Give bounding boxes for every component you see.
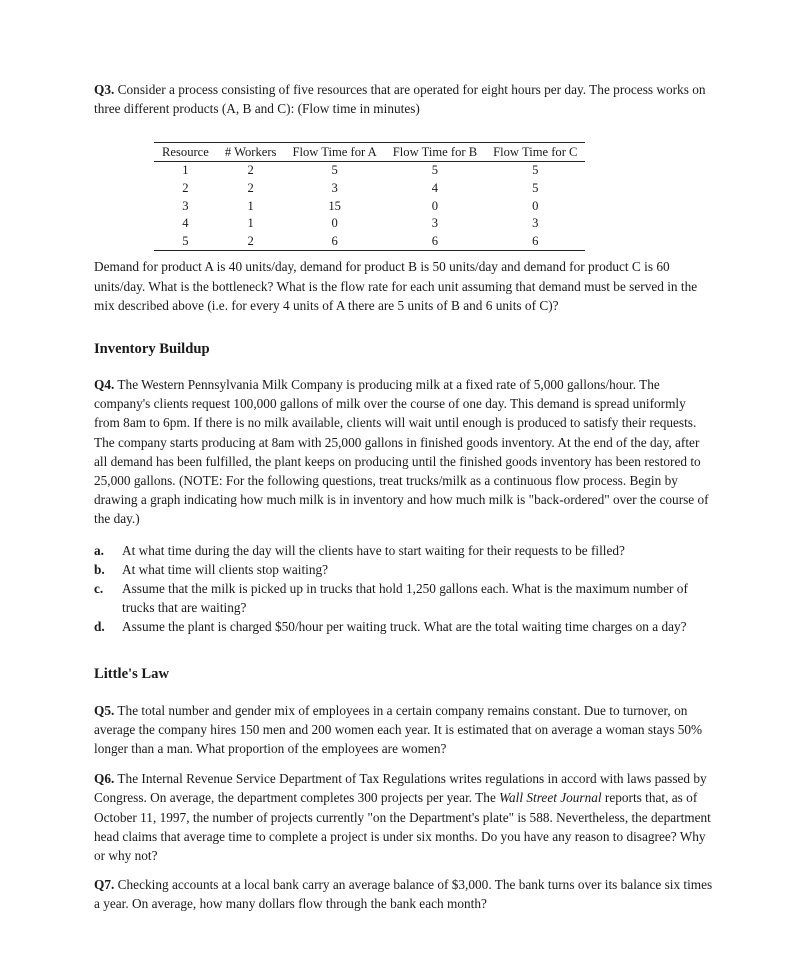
table-cell: 5: [431, 163, 439, 178]
col-header: Flow Time for B: [385, 143, 485, 162]
subquestion-label: b.: [94, 561, 105, 577]
table-cell: 3: [532, 216, 539, 231]
q3-demand-paragraph: Demand for product A is 40 units/day, demand for product B is 50 units/day and demand for product C is 60 units/day. What is the bottleneck? What is the flow rate for each unit assuming that demand must be served in the mix described above (i.e. for every 4 units of A there are 5 units of B and 6 units of C)?: [94, 259, 698, 313]
table-cell: 5: [154, 233, 217, 251]
col-header: Flow Time for C: [485, 143, 585, 162]
table-row: [154, 180, 585, 198]
table-row: [154, 233, 585, 251]
table-cell: 0: [331, 216, 338, 231]
table-cell: 4: [182, 216, 189, 231]
q4-label: Q4.: [94, 376, 115, 392]
table-cell: 5: [532, 181, 539, 195]
subquestion-label: c.: [94, 581, 104, 597]
q5-text: The total number and gender mix of employees in a certain company remains constant. Due to turnover, on average the company hires 150 men and 200 women each year. It is estimated that on average a woman stays 50% longer than a man. What proportion of the employees are women?: [94, 702, 703, 757]
table-row: [154, 162, 585, 180]
q5-label: Q5.: [94, 702, 115, 718]
table-cell: 2: [247, 163, 254, 178]
list-item: [94, 560, 714, 579]
inventory-buildup-heading: Inventory Buildup: [94, 340, 210, 357]
table-cell: 1: [182, 163, 189, 178]
q6-text-after: reports that, as of October 11, 1997, the number of projects currently "on the Department's plate" is 588. Nevertheless, the department head claims that average time to complete a project is under six months. Do you have any reason to disagree? Why or why not?: [94, 790, 711, 864]
subquestion-text: At what time during the day will the clients have to start waiting for their requests to be filled?: [122, 542, 625, 558]
table-cell: 15: [328, 198, 341, 213]
table-cell: 1: [247, 198, 254, 213]
table-cell: 3: [431, 216, 439, 231]
table-row: [154, 198, 585, 216]
q3-paragraph: [94, 80, 714, 118]
q6-journal-title: Wall Street Journal: [499, 790, 602, 806]
table-cell: 6: [284, 233, 384, 251]
q6-text-before: The Internal Revenue Service Department of Tax Regulations writes regulations in accord with laws passed by Congress. On average, the department completes 300 projects per year. The: [94, 771, 707, 806]
table-header-row: [154, 143, 585, 162]
q3-label: Q3.: [94, 82, 115, 97]
table-cell: 4: [431, 181, 439, 195]
table-cell: 2: [247, 181, 254, 195]
q7-text: Checking accounts at a local bank carry an average balance of $3,000. The bank turns over its balance six times a year. On average, how many dollars flow through the bank each month?: [94, 877, 713, 912]
document-page: [94, 80, 714, 914]
subquestion-text: Assume that the milk is picked up in trucks that hold 1,250 gallons each. What is the maximum number of trucks that are waiting?: [122, 581, 688, 616]
col-header: # Workers: [217, 143, 285, 162]
table-cell: 3: [331, 181, 338, 195]
flow-time-table: [154, 142, 585, 251]
col-header: Resource: [154, 143, 217, 162]
q7-label: Q7.: [94, 877, 115, 893]
subquestion-label: d.: [94, 619, 105, 635]
q6-label: Q6.: [94, 771, 115, 787]
table-row: [154, 215, 585, 233]
table-cell: 5: [532, 163, 539, 178]
list-item: [94, 579, 714, 617]
table-cell: 6: [385, 233, 485, 251]
q7-paragraph: [94, 875, 714, 913]
subquestion-text: Assume the plant is charged $50/hour per waiting truck. What are the total waiting time charges on a day?: [122, 619, 687, 635]
list-item: [94, 541, 714, 560]
table-cell: 2: [217, 233, 285, 251]
table-cell: 1: [247, 216, 254, 231]
table-cell: 6: [485, 233, 585, 251]
subquestion-label: a.: [94, 542, 104, 558]
table-cell: 0: [431, 198, 439, 213]
table-cell: 2: [182, 181, 189, 195]
littles-law-heading: Little's Law: [94, 665, 169, 682]
table-cell: 3: [182, 198, 189, 213]
col-header: Flow Time for A: [284, 143, 384, 162]
table-cell: 0: [532, 198, 539, 213]
q6-paragraph: [94, 769, 714, 865]
q3-text: Consider a process consisting of five resources that are operated for eight hours per day. The process works on three different products (A, B and C): (Flow time in minutes): [94, 82, 706, 117]
q4-subquestions: [94, 541, 714, 637]
q4-text: The Western Pennsylvania Milk Company is producing milk at a fixed rate of 5,000 gallons/hour. The company's clients request 100,000 gallons of milk over the course of one day. This demand is spread uniformly from 8am to 6pm. If there is no milk available, clients will wait until enough is produced to satisfy their requests. The company starts producing at 8am with 25,000 gallons in finished goods inventory. At the end of the day, after all demand has been fulfilled, the plant keeps on producing until the finished goods inventory has been restored to 25,000 gallons. (NOTE: For the following questions, treat trucks/milk as a continuous flow process. Begin by drawing a graph indicating how much milk is in inventory and how much milk is "back-ordered" over the course of the day.): [94, 376, 709, 527]
subquestion-text: At what time will clients stop waiting?: [122, 561, 329, 577]
list-item: [94, 617, 714, 636]
q4-paragraph: [94, 375, 714, 529]
table-cell: 5: [331, 163, 338, 178]
q5-paragraph: [94, 701, 714, 759]
